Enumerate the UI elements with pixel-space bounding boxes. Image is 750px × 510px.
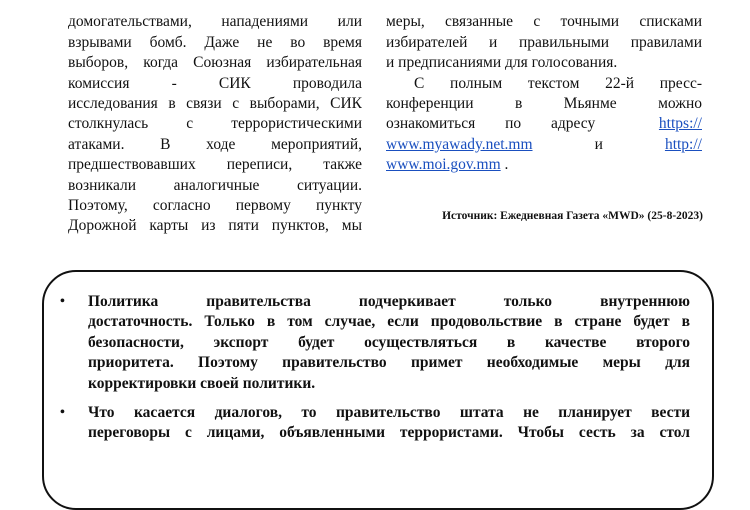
left-line: комиссия - СИК проводила	[68, 74, 362, 92]
right-links-line	[386, 135, 702, 155]
bullet-line: Что касается диалогов, то правительство штата не планирует вести	[88, 404, 690, 422]
bullet-line: приоритета. Поэтому правительство примет необходимые меры для	[88, 354, 690, 372]
bullet-list	[60, 292, 690, 453]
bullet-line: безопасности, экспорт будет осуществляться в качестве второго	[88, 333, 690, 351]
bullet-line: Политика правительства подчеркивает только внутреннюю	[88, 293, 690, 310]
right-line-text: ознакомиться по адресу	[386, 115, 596, 133]
left-line: предшествовавших переписи, также	[68, 156, 362, 174]
bullet-item	[60, 292, 690, 394]
and-word: и	[594, 135, 603, 153]
right-line: и предписаниями для голосования.	[386, 54, 618, 72]
moi-link-cont[interactable]: www.moi.gov.mm	[386, 156, 501, 174]
source-citation: Источник: Ежедневная Газета «MWD» (25-8-2023)	[442, 210, 703, 222]
left-line: возникали аналогичные ситуации.	[68, 176, 362, 194]
right-line: конференции в Мьянме можно	[386, 95, 702, 113]
left-line: домогательствами, нападениями или	[68, 13, 362, 31]
left-line: атаками. В ходе мероприятий,	[68, 135, 362, 153]
bullet-line: достаточность. Только в том случае, если продовольствие в стране будет в	[88, 313, 690, 331]
left-line: исследования в связи с выборами, СИК	[68, 95, 362, 113]
left-line: Дорожной карты из пяти пунктов, мы	[68, 217, 362, 235]
right-line: избирателей и правильными правилами	[386, 33, 702, 51]
right-links-line-2	[386, 155, 702, 175]
left-line: взрывами бомб. Даже не во время	[68, 33, 362, 51]
bullet-line: корректировки своей политики.	[88, 374, 316, 392]
right-line: С полным текстом 22-й пресс-	[414, 74, 702, 92]
myawady-link-cont[interactable]: www.myawady.net.mm	[386, 135, 533, 153]
myawady-link[interactable]: https://	[658, 115, 702, 133]
left-line: столкнулась с террористическими	[68, 115, 362, 133]
right-line: меры, связанные с точными списками	[386, 13, 702, 31]
right-column	[386, 0, 702, 184]
bullet-line: переговоры с лицами, объявленными террористами. Чтобы сесть за стол	[88, 424, 690, 442]
left-line: выборов, когда Союзная избирательная	[68, 54, 362, 72]
right-line-with-link	[386, 114, 702, 134]
left-line: Поэтому, согласно первому пункту	[68, 197, 362, 215]
bullet-icon: •	[60, 294, 65, 309]
left-column	[68, 0, 362, 245]
moi-link[interactable]: http://	[664, 135, 702, 153]
bullet-icon: •	[60, 405, 65, 421]
bullet-item	[60, 403, 690, 444]
end-punct: .	[500, 156, 509, 174]
